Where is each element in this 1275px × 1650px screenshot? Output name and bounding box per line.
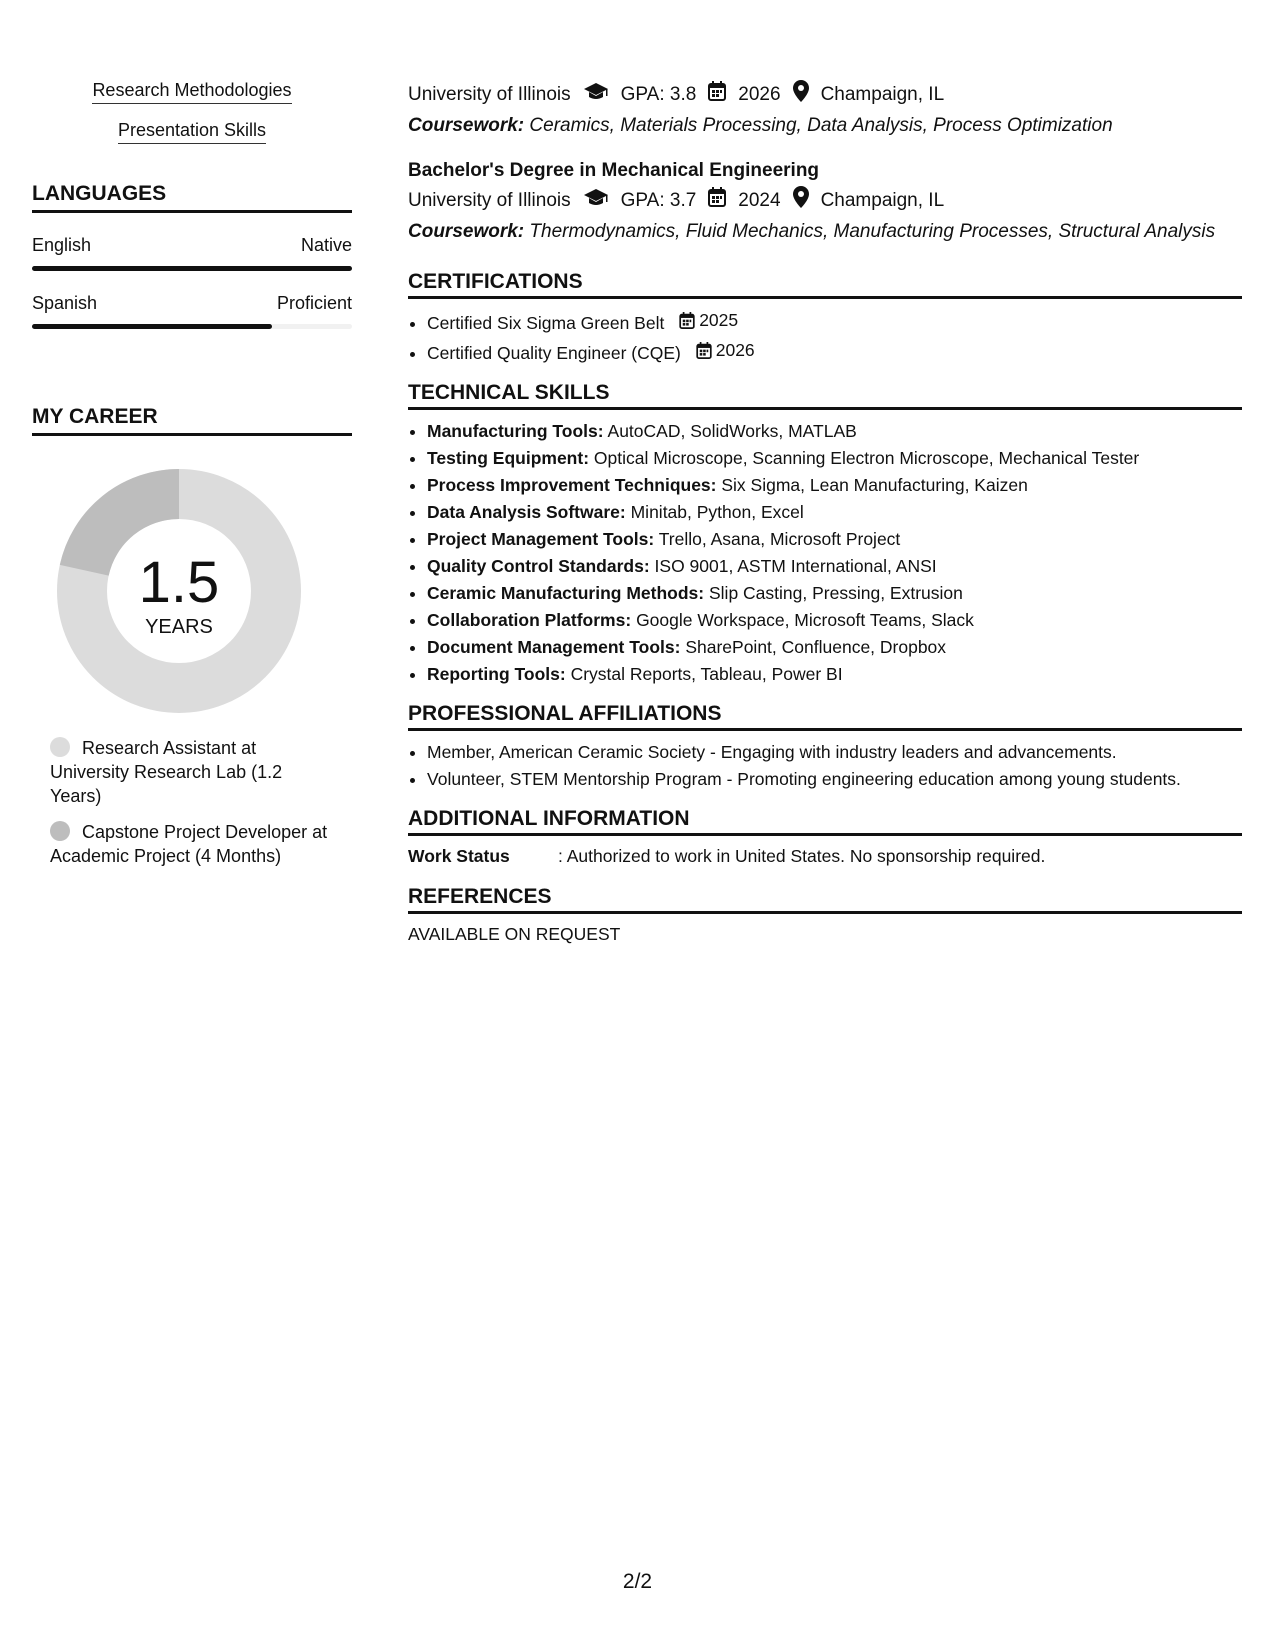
career-item: Research Assistant at University Research Lab (1.2 Years)	[50, 738, 283, 806]
graduation-cap-icon	[583, 187, 609, 215]
education-meta	[408, 80, 1242, 110]
skill-item: • Document Management Tools: SharePoint, Confluence, Dropbox	[427, 634, 1242, 661]
affiliations-list	[408, 739, 1242, 793]
education-item	[408, 158, 1242, 244]
calendar-icon	[708, 81, 726, 109]
skill-item: • Quality Control Standards: ISO 9001, ASTM International, ANSI	[427, 553, 1242, 580]
career-item: Capstone Project Developer at Academic Project (4 Months)	[50, 822, 328, 866]
skill-tag: Presentation Skills	[32, 120, 352, 144]
language-bar	[32, 324, 352, 329]
language-bar-fill	[32, 324, 272, 329]
certifications-heading: CERTIFICATIONS	[408, 270, 1242, 299]
main-content	[408, 80, 1242, 945]
affiliation-item: • Volunteer, STEM Mentorship Program - Promoting engineering education among young students.	[427, 766, 1242, 793]
certification-item: • Certified Quality Engineer (CQE) 2026	[427, 337, 1242, 367]
career-legend-dot	[50, 821, 70, 841]
calendar-icon	[696, 342, 712, 359]
language-name: Spanish	[32, 293, 98, 313]
affiliation-item: • Member, American Ceramic Society - Engaging with industry leaders and advancements.	[427, 739, 1242, 766]
certification-item: • Certified Six Sigma Green Belt 2025	[427, 307, 1242, 337]
language-bar-fill	[32, 266, 352, 271]
graduation-year: 2024	[738, 190, 781, 211]
languages-heading: LANGUAGES	[32, 182, 352, 213]
language-item	[32, 293, 352, 329]
career-legend-dot	[50, 737, 70, 757]
skill-item: • Process Improvement Techniques: Six Sigma, Lean Manufacturing, Kaizen	[427, 472, 1242, 499]
skill-item: • Ceramic Manufacturing Methods: Slip Casting, Pressing, Extrusion	[427, 580, 1242, 607]
skill-item: • Data Analysis Software: Minitab, Python, Excel	[427, 499, 1242, 526]
page-number: 2/2	[622, 1570, 653, 1593]
map-pin-icon	[793, 80, 809, 110]
language-name: English	[32, 235, 92, 255]
skill-item: • Project Management Tools: Trello, Asana, Microsoft Project	[427, 526, 1242, 553]
coursework: Coursework: Ceramics, Materials Processing, Data Analysis, Process Optimization	[408, 115, 1113, 136]
skill-item: • Manufacturing Tools: AutoCAD, SolidWorks, MATLAB	[427, 418, 1242, 445]
references-heading: REFERENCES	[408, 885, 1242, 914]
technical-skills-heading: TECHNICAL SKILLS	[408, 381, 1242, 410]
language-bar	[32, 266, 352, 271]
certification-year: 2026	[715, 340, 755, 360]
gpa: GPA: 3.8	[620, 84, 697, 105]
graduation-cap-icon	[583, 81, 609, 109]
calendar-icon	[708, 187, 726, 215]
career-donut	[54, 466, 304, 716]
skill-item: • Collaboration Platforms: Google Workspace, Microsoft Teams, Slack	[427, 607, 1242, 634]
location: Champaign, IL	[820, 190, 945, 211]
school-name: University of Illinois	[408, 84, 571, 105]
language-item	[32, 235, 352, 271]
language-level: Proficient	[276, 293, 352, 313]
gpa: GPA: 3.7	[620, 190, 697, 211]
skill-tag: Research Methodologies	[32, 80, 352, 104]
skill-item: • Testing Equipment: Optical Microscope, Scanning Electron Microscope, Mechanical Tester	[427, 445, 1242, 472]
language-level: Native	[300, 235, 352, 255]
coursework: Coursework: Thermodynamics, Fluid Mechanics, Manufacturing Processes, Structural Analysis	[408, 221, 1216, 242]
additional-info-heading: ADDITIONAL INFORMATION	[408, 807, 1242, 836]
sidebar	[32, 80, 352, 880]
technical-skills-list	[408, 418, 1242, 688]
career-total-unit: YEARS	[145, 616, 213, 638]
school-name: University of Illinois	[408, 190, 571, 211]
references-text: AVAILABLE ON REQUEST	[408, 924, 621, 944]
work-status-row	[408, 846, 1242, 867]
career-heading: MY CAREER	[32, 405, 352, 436]
affiliations-heading: PROFESSIONAL AFFILIATIONS	[408, 702, 1242, 731]
skill-item: • Reporting Tools: Crystal Reports, Tableau, Power BI	[427, 661, 1242, 688]
calendar-icon	[679, 312, 695, 329]
location: Champaign, IL	[820, 84, 945, 105]
work-status-key: Work Status	[408, 846, 510, 866]
map-pin-icon	[793, 186, 809, 216]
education-item	[408, 80, 1242, 138]
certification-year: 2025	[699, 310, 739, 330]
graduation-year: 2026	[738, 84, 781, 105]
career-total-value: 1.5	[138, 550, 220, 615]
education-meta	[408, 186, 1242, 216]
career-donut-chart	[54, 466, 304, 716]
degree-title: Bachelor's Degree in Mechanical Engineering	[408, 160, 820, 181]
work-status-value: : Authorized to work in United States. No sponsorship required.	[558, 846, 1046, 866]
certifications-list	[408, 307, 1242, 367]
